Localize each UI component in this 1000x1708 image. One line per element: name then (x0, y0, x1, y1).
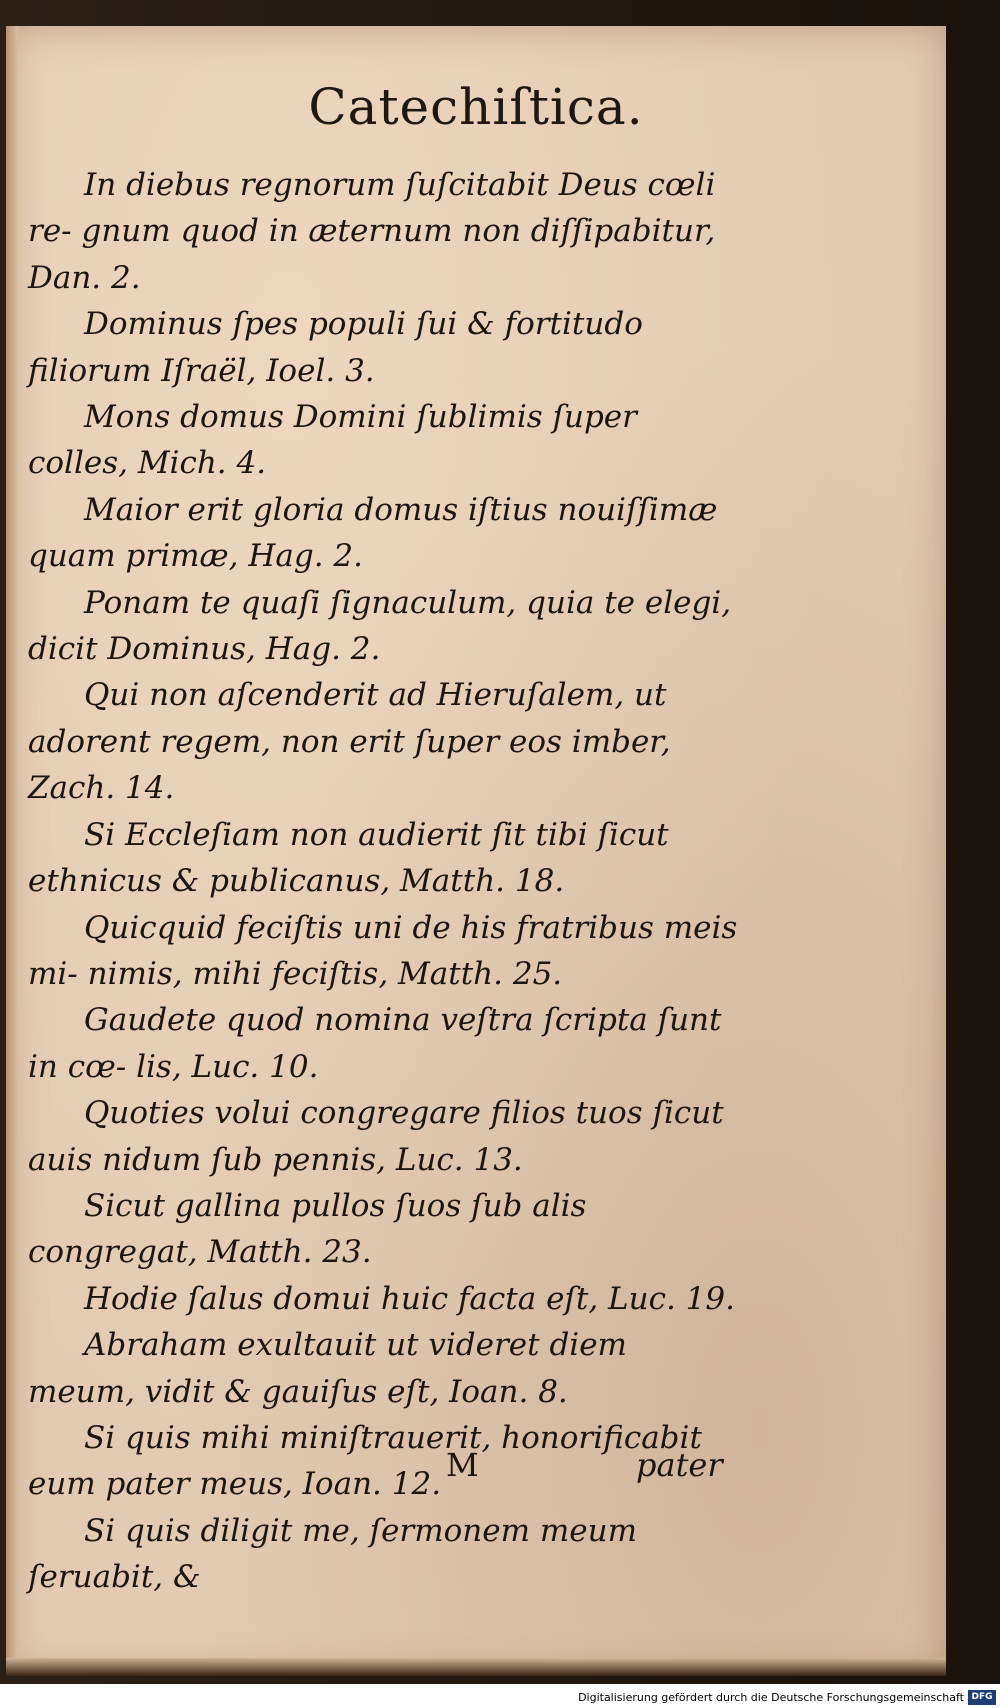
page-footer (6, 1446, 946, 1506)
page-edge-bottom (6, 1658, 946, 1676)
book-page (6, 26, 946, 1676)
funding-credit: Digitalisierung gefördert durch die Deutsche Forschungsgemeinschaft (578, 1691, 964, 1704)
verse-entry: Abraham exultauit ut videret diem meum, vidit & gauiſus eſt, Ioan. 8. (28, 1327, 627, 1410)
running-header: Catechiſtica. (308, 78, 644, 136)
signature-mark: M (446, 1446, 479, 1484)
verse-entry: Si quis mihi miniſtrauerit, honorificabit eum pater meus, Ioan. 12. (28, 1419, 702, 1503)
verse-entry: Quicquid feciſtis uni de his fratribus meis mi- nimis, mihi feciſtis, Matth. 25. (28, 909, 738, 992)
dfg-logo-icon: DFG (968, 1690, 996, 1705)
page-edge-left (6, 26, 18, 1676)
verse-entry: Mons domus Domini ſublimis ſuper colles, Mich. 4. (28, 399, 637, 482)
verse-entry: Dominus ſpes populi ſui & fortitudo filiorum Iſraël, Ioel. 3. (28, 306, 643, 389)
verse-entry: Si Eccleſiam non audierit ſit tibi ſicut ethnicus & publicanus, Matth. 18. (28, 816, 669, 900)
verse-entry: Quoties volui congregare filios tuos ſicut auis nidum ſub pennis, Luc. 13. (28, 1095, 724, 1178)
verse-entry: Hodie ſalus domui huic facta eſt, Luc. 19. (84, 1280, 735, 1317)
verse-entry: Gaudete quod nomina veſtra ſcripta ſunt in cœ- lis, Luc. 10. (28, 1002, 722, 1085)
verse-entry: In diebus regnorum ſuſcitabit Deus cœli re- gnum quod in æternum non diſſipabitur, Dan. 2. (28, 167, 716, 296)
verse-entry: Si quis diligit me, ſermonem meum ſeruabit, & (28, 1512, 637, 1596)
verse-entry: Sicut gallina pullos ſuos ſub alis congregat, Matth. 23. (28, 1187, 587, 1271)
verse-entry: Qui non aſcenderit ad Hieruſalem, ut adorent regem, non erit ſuper eos imber, Zach. 14. (28, 677, 671, 807)
verse-entry: Maior erit gloria domus iſtius nouiſſimæ quam primæ, Hag. 2. (28, 491, 718, 575)
verse-entry: Ponam te quaſi ſignaculum, quia te elegi, dicit Dominus, Hag. 2. (28, 584, 732, 668)
page-body (28, 162, 743, 1601)
catchword: pater (636, 1446, 723, 1484)
credit-bar (0, 1684, 1000, 1708)
